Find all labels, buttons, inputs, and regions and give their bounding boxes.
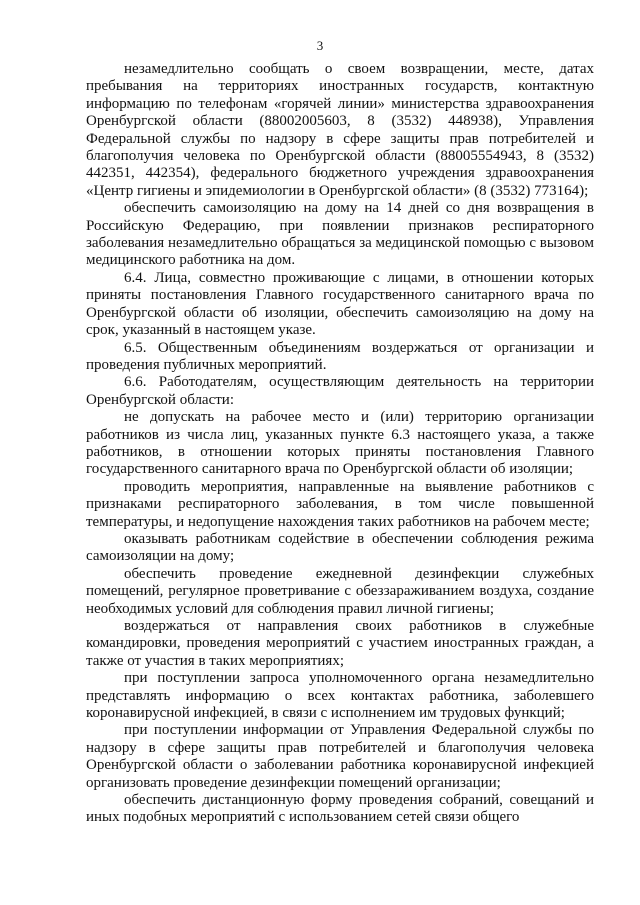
paragraph-organize-disinfection: при поступлении информации от Управления Федеральной службы по надзору в сфере защиты прав потребителей и благополучия человека Оренбургской области о заболевании работника коронавирусной инфекцией организовать проведение дезинфекции помещений организации; — [86, 722, 594, 791]
paragraph-daily-disinfection: обеспечить проведение ежедневной дезинфекции служебных помещений, регулярное проветривание с обеззараживанием воздуха, создание необходимых условий для соблюдения правил личной гигиены; — [86, 565, 594, 617]
paragraph-remote-meetings: обеспечить дистанционную форму проведения собраний, совещаний и иных подобных мероприятий с использованием сетей связи общего — [86, 792, 594, 826]
paragraph-no-workplace-access: не допускать на рабочее место и (или) территорию организации работников из числа лиц, указанных пункте 6.3 настоящего указа, а также работников, в отношении которых приняты постановления Главного государственного санитарного врача по Оренбургской области об изоляции; — [86, 409, 594, 478]
paragraph-6-4-cohabitants: 6.4. Лица, совместно проживающие с лицами, в отношении которых приняты постановления Главного государственного санитарного врача по Оренбургской области об изоляции, обеспечить самоизоляцию на дому на срок, указанный в настоящем указе. — [86, 269, 594, 339]
paragraph-6-5-public-associations: 6.5. Общественным объединениям воздержаться от организации и проведения публичных мероприятий. — [86, 339, 594, 373]
document-body — [86, 61, 594, 827]
paragraph-no-business-trips: воздержаться от направления своих работников в служебные командировки, проведения мероприятий с участием иностранных граждан, а также от участия в таких мероприятиях; — [86, 618, 594, 669]
page-number: 3 — [316, 38, 324, 53]
paragraph-6-6-employers: 6.6. Работодателям, осуществляющим деятельность на территории Оренбургской области: — [86, 374, 594, 408]
paragraph-provide-contact-info: при поступлении запроса уполномоченного органа незамедлительно представлять информацию о всех контактах работника, заболевшего коронавирусной инфекцией, в связи с исполнением им трудовых функций; — [86, 670, 594, 722]
paragraph-return-notification: незамедлительно сообщать о своем возвращении, месте, датах пребывания на территориях иностранных государств, контактную информацию по телефонам «горячей линии» министерства здравоохранения Оренбургской области (88002005603, 8 (3532) 448938), Управления Федеральной службы по надзору в сфере защиты прав потребителей и благополучия человека по Оренбургской области (88005554943, 8 (3532) 442351, 442354), федерального бюджетного учреждения здравоохранения «Центр гигиены и эпидемиологии в Оренбургской области» (8 (3532) 773164); — [86, 61, 594, 199]
paragraph-detect-respiratory-symptoms: проводить мероприятия, направленные на выявление работников с признаками респираторного заболевания, в том числе повышенной температуры, и недопущение нахождения таких работников на рабочем месте; — [86, 478, 594, 530]
paragraph-self-isolation-14-days: обеспечить самоизоляцию на дому на 14 дней со дня возвращения в Российскую Федерацию, при появлении признаков респираторного заболевания незамедлительно обращаться за медицинской помощью с вызовом медицинского работника на дом. — [86, 200, 594, 269]
paragraph-assist-self-isolation: оказывать работникам содействие в обеспечении соблюдения режима самоизоляции на дому; — [86, 530, 594, 565]
